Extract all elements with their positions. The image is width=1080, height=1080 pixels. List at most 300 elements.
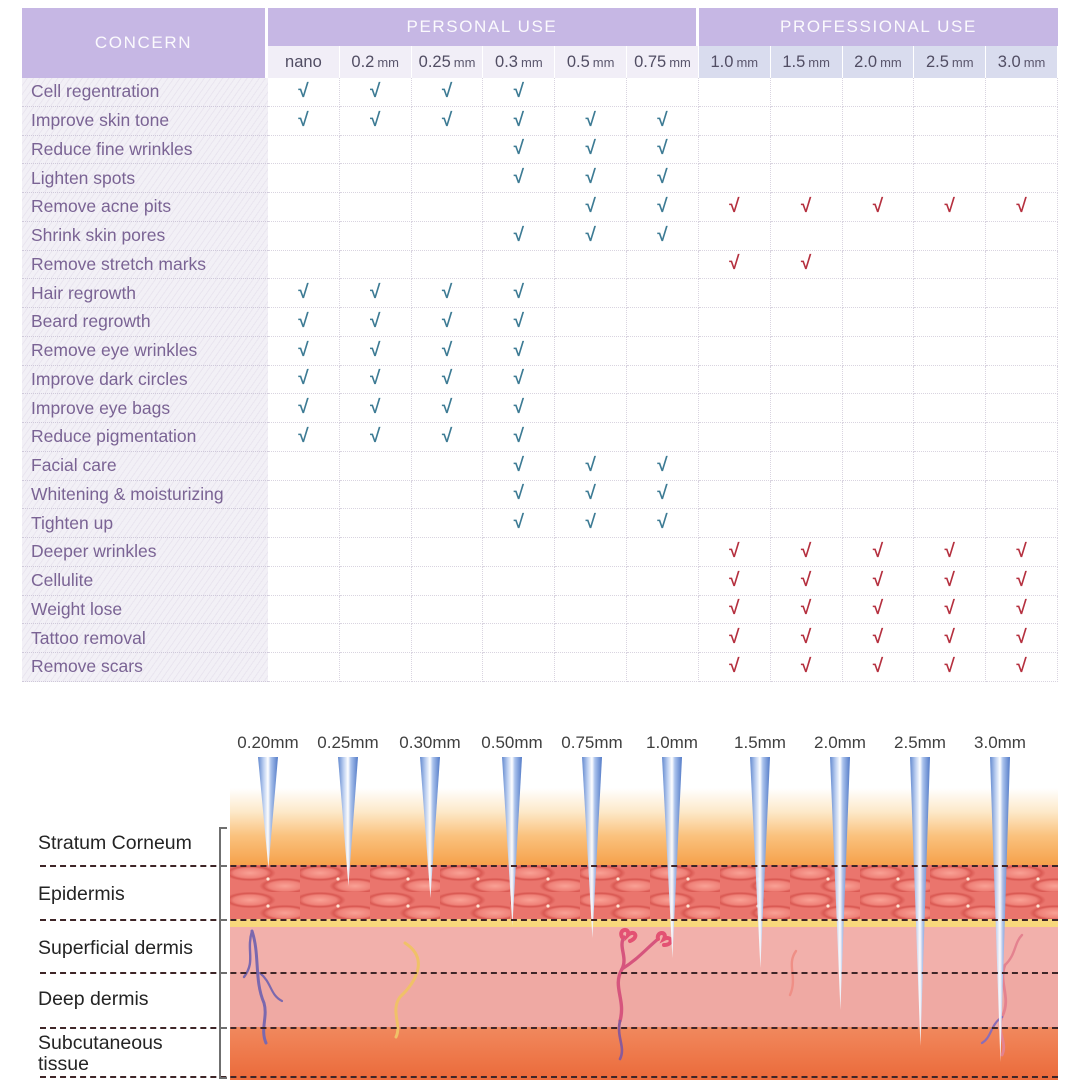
check-cell xyxy=(699,509,771,538)
check-cell xyxy=(914,107,986,136)
check-cell xyxy=(843,136,915,165)
check-cell: √ xyxy=(627,164,699,193)
check-cell xyxy=(986,308,1058,337)
bracket-tick xyxy=(219,827,227,829)
check-cell xyxy=(340,164,412,193)
check-cell xyxy=(268,624,340,653)
check-cell xyxy=(340,538,412,567)
check-cell xyxy=(627,308,699,337)
check-cell xyxy=(555,251,627,280)
check-cell: √ xyxy=(483,481,555,510)
concern-label: Reduce fine wrinkles xyxy=(22,136,268,165)
bracket-tick xyxy=(219,972,227,974)
check-cell xyxy=(340,624,412,653)
check-cell xyxy=(627,279,699,308)
check-cell: √ xyxy=(483,394,555,423)
check-cell: √ xyxy=(483,452,555,481)
check-cell xyxy=(986,509,1058,538)
check-cell xyxy=(699,164,771,193)
column-size-value: 0.25 xyxy=(418,52,451,71)
check-cell: √ xyxy=(483,279,555,308)
check-cell xyxy=(986,107,1058,136)
column-size-value: 2.0 xyxy=(854,52,878,71)
check-cell xyxy=(412,251,484,280)
check-cell xyxy=(555,596,627,625)
check-cell: √ xyxy=(268,308,340,337)
check-cell xyxy=(412,136,484,165)
skin-layer-label: Superficial dermis xyxy=(38,937,193,959)
check-cell xyxy=(986,164,1058,193)
check-cell xyxy=(555,538,627,567)
check-cell xyxy=(771,164,843,193)
check-cell: √ xyxy=(340,337,412,366)
epidermis-band xyxy=(230,865,1058,919)
concern-column-header: CONCERN xyxy=(22,8,268,78)
check-cell xyxy=(340,481,412,510)
concern-label: Improve eye bags xyxy=(22,394,268,423)
check-cell: √ xyxy=(555,136,627,165)
check-cell: √ xyxy=(483,107,555,136)
check-cell: √ xyxy=(843,567,915,596)
check-cell xyxy=(699,366,771,395)
concern-label: Hair regrowth xyxy=(22,279,268,308)
column-header-1.5 xyxy=(771,46,843,78)
check-cell xyxy=(555,423,627,452)
check-cell xyxy=(555,394,627,423)
check-cell xyxy=(771,481,843,510)
check-cell xyxy=(483,653,555,682)
check-cell: √ xyxy=(627,509,699,538)
check-cell xyxy=(412,452,484,481)
check-cell xyxy=(771,136,843,165)
check-cell xyxy=(268,596,340,625)
bracket-tick xyxy=(219,1077,227,1079)
check-cell xyxy=(412,538,484,567)
check-cell: √ xyxy=(914,653,986,682)
check-cell: √ xyxy=(914,596,986,625)
check-cell: √ xyxy=(555,164,627,193)
concern-label: Deeper wrinkles xyxy=(22,538,268,567)
column-size-value: 2.5 xyxy=(925,52,949,71)
concern-label: Improve dark circles xyxy=(22,366,268,395)
concern-label: Lighten spots xyxy=(22,164,268,193)
layer-boundary-dashed-line xyxy=(40,1027,1058,1029)
check-cell: √ xyxy=(627,481,699,510)
check-cell xyxy=(843,452,915,481)
check-cell xyxy=(268,222,340,251)
check-cell: √ xyxy=(340,107,412,136)
check-cell: √ xyxy=(268,394,340,423)
check-cell xyxy=(699,222,771,251)
check-cell xyxy=(843,78,915,107)
check-cell: √ xyxy=(340,279,412,308)
concern-label: Beard regrowth xyxy=(22,308,268,337)
column-size-value: nano xyxy=(285,52,322,71)
check-cell xyxy=(555,653,627,682)
check-cell xyxy=(340,509,412,538)
check-cell xyxy=(699,423,771,452)
concern-label: Facial care xyxy=(22,452,268,481)
check-cell xyxy=(268,653,340,682)
check-cell xyxy=(843,509,915,538)
needle-depth-label: 0.75mm xyxy=(561,733,623,752)
check-cell xyxy=(843,337,915,366)
check-cell: √ xyxy=(843,193,915,222)
check-cell: √ xyxy=(914,538,986,567)
check-cell: √ xyxy=(771,567,843,596)
check-cell xyxy=(627,653,699,682)
concern-label: Cellulite xyxy=(22,567,268,596)
check-cell xyxy=(268,164,340,193)
check-cell: √ xyxy=(483,423,555,452)
check-cell xyxy=(340,567,412,596)
check-cell xyxy=(986,279,1058,308)
column-header-0.75 xyxy=(627,46,699,78)
check-cell xyxy=(699,279,771,308)
concern-label: Remove acne pits xyxy=(22,193,268,222)
check-cell xyxy=(771,394,843,423)
check-cell: √ xyxy=(843,624,915,653)
check-cell: √ xyxy=(699,567,771,596)
check-cell: √ xyxy=(986,538,1058,567)
concern-label: Remove stretch marks xyxy=(22,251,268,280)
check-cell xyxy=(555,624,627,653)
check-cell xyxy=(914,78,986,107)
check-cell: √ xyxy=(268,279,340,308)
check-cell: √ xyxy=(483,366,555,395)
needle-depth-label: 3.0mm xyxy=(974,733,1026,752)
check-cell xyxy=(268,452,340,481)
check-cell: √ xyxy=(340,366,412,395)
check-cell xyxy=(340,596,412,625)
check-cell xyxy=(555,279,627,308)
check-cell xyxy=(914,164,986,193)
check-cell xyxy=(268,251,340,280)
check-cell: √ xyxy=(412,78,484,107)
column-header-2.0 xyxy=(843,46,915,78)
skin-layer-label: Epidermis xyxy=(38,883,125,905)
needle-depth-label: 1.5mm xyxy=(734,733,786,752)
check-cell xyxy=(340,193,412,222)
check-cell xyxy=(340,251,412,280)
check-cell xyxy=(771,279,843,308)
column-size-unit: mm xyxy=(520,54,543,70)
check-cell: √ xyxy=(699,251,771,280)
bracket-tick xyxy=(219,865,227,867)
needle-depth-label: 1.0mm xyxy=(646,733,698,752)
check-cell: √ xyxy=(771,193,843,222)
check-cell xyxy=(412,481,484,510)
check-cell xyxy=(699,107,771,136)
check-cell xyxy=(771,452,843,481)
check-cell xyxy=(914,251,986,280)
check-cell xyxy=(268,567,340,596)
check-cell xyxy=(268,538,340,567)
check-cell: √ xyxy=(627,222,699,251)
check-cell xyxy=(627,567,699,596)
check-cell: √ xyxy=(555,481,627,510)
check-cell: √ xyxy=(771,653,843,682)
check-cell xyxy=(555,308,627,337)
check-cell: √ xyxy=(555,452,627,481)
check-cell xyxy=(914,452,986,481)
check-cell xyxy=(771,423,843,452)
check-cell xyxy=(986,251,1058,280)
column-header-0.2 xyxy=(340,46,412,78)
check-cell xyxy=(268,481,340,510)
check-cell: √ xyxy=(268,366,340,395)
check-cell xyxy=(914,136,986,165)
needle-depth-label: 0.30mm xyxy=(399,733,461,752)
check-cell xyxy=(340,452,412,481)
check-cell xyxy=(268,136,340,165)
concern-label: Remove scars xyxy=(22,653,268,682)
check-cell: √ xyxy=(268,337,340,366)
check-cell xyxy=(412,567,484,596)
check-cell xyxy=(986,337,1058,366)
layer-boundary-dashed-line xyxy=(40,972,1058,974)
check-cell xyxy=(555,567,627,596)
layer-boundary-dashed-line xyxy=(40,1076,1058,1078)
check-cell: √ xyxy=(699,596,771,625)
check-cell: √ xyxy=(483,164,555,193)
concern-label: Cell regentration xyxy=(22,78,268,107)
check-cell: √ xyxy=(771,596,843,625)
skin-layer-label: Deep dermis xyxy=(38,988,149,1010)
check-cell: √ xyxy=(483,337,555,366)
column-size-unit: mm xyxy=(951,54,974,70)
check-cell: √ xyxy=(627,107,699,136)
check-cell xyxy=(699,481,771,510)
column-size-unit: mm xyxy=(880,54,902,70)
check-cell: √ xyxy=(699,624,771,653)
check-cell: √ xyxy=(771,624,843,653)
check-cell: √ xyxy=(483,308,555,337)
check-cell xyxy=(627,538,699,567)
check-cell xyxy=(986,222,1058,251)
check-cell xyxy=(986,394,1058,423)
concern-label: Whitening & moisturizing xyxy=(22,481,268,510)
column-size-value: 0.75 xyxy=(634,52,667,71)
check-cell xyxy=(914,481,986,510)
column-header-3.0 xyxy=(986,46,1058,78)
check-cell xyxy=(771,337,843,366)
column-size-value: 1.0 xyxy=(710,52,734,71)
check-cell xyxy=(412,193,484,222)
check-cell: √ xyxy=(699,538,771,567)
check-cell xyxy=(843,481,915,510)
check-cell xyxy=(483,567,555,596)
skin-layer-label: Stratum Corneum xyxy=(38,832,192,854)
concern-label: Tighten up xyxy=(22,509,268,538)
check-cell: √ xyxy=(843,596,915,625)
column-size-unit: mm xyxy=(453,54,476,70)
check-cell xyxy=(340,136,412,165)
check-cell xyxy=(914,337,986,366)
check-cell xyxy=(771,107,843,136)
check-cell xyxy=(699,78,771,107)
check-cell: √ xyxy=(699,653,771,682)
column-size-unit: mm xyxy=(669,54,691,70)
check-cell xyxy=(771,366,843,395)
check-cell xyxy=(627,337,699,366)
check-cell: √ xyxy=(268,78,340,107)
check-cell xyxy=(843,366,915,395)
concern-label: Reduce pigmentation xyxy=(22,423,268,452)
check-cell xyxy=(699,394,771,423)
check-cell xyxy=(412,596,484,625)
check-cell xyxy=(627,78,699,107)
check-cell: √ xyxy=(555,509,627,538)
check-cell xyxy=(483,538,555,567)
check-cell xyxy=(914,279,986,308)
column-size-unit: mm xyxy=(808,54,830,70)
check-cell: √ xyxy=(914,624,986,653)
needle-depth-label: 2.5mm xyxy=(894,733,946,752)
concern-label: Improve skin tone xyxy=(22,107,268,136)
check-cell xyxy=(843,394,915,423)
check-cell: √ xyxy=(268,107,340,136)
check-cell xyxy=(340,222,412,251)
check-cell: √ xyxy=(483,136,555,165)
check-cell xyxy=(483,251,555,280)
check-cell xyxy=(986,78,1058,107)
check-cell xyxy=(555,366,627,395)
check-cell: √ xyxy=(483,509,555,538)
check-cell: √ xyxy=(986,624,1058,653)
check-cell xyxy=(843,107,915,136)
column-header-0.5 xyxy=(555,46,627,78)
check-cell xyxy=(986,481,1058,510)
check-cell xyxy=(843,279,915,308)
needle-depth-label: 2.0mm xyxy=(814,733,866,752)
layer-boundary-dashed-line xyxy=(40,865,1058,867)
concern-label: Tattoo removal xyxy=(22,624,268,653)
check-cell xyxy=(268,509,340,538)
check-cell xyxy=(412,624,484,653)
check-cell: √ xyxy=(843,538,915,567)
check-cell: √ xyxy=(412,423,484,452)
check-cell: √ xyxy=(627,136,699,165)
check-cell xyxy=(771,509,843,538)
check-cell xyxy=(268,193,340,222)
check-cell: √ xyxy=(555,222,627,251)
check-cell xyxy=(627,366,699,395)
check-cell xyxy=(555,337,627,366)
concern-label: Remove eye wrinkles xyxy=(22,337,268,366)
check-cell xyxy=(914,509,986,538)
needle-depth-label: 0.25mm xyxy=(317,733,379,752)
check-cell: √ xyxy=(627,452,699,481)
check-cell xyxy=(843,164,915,193)
check-cell xyxy=(627,394,699,423)
check-cell: √ xyxy=(412,107,484,136)
check-cell: √ xyxy=(986,653,1058,682)
check-cell xyxy=(843,308,915,337)
check-cell xyxy=(699,136,771,165)
check-cell: √ xyxy=(483,222,555,251)
concern-label: Shrink skin pores xyxy=(22,222,268,251)
check-cell xyxy=(986,136,1058,165)
check-cell xyxy=(483,596,555,625)
check-cell: √ xyxy=(340,394,412,423)
check-cell xyxy=(340,653,412,682)
bracket-tick xyxy=(219,919,227,921)
check-cell: √ xyxy=(412,337,484,366)
concern-label: Weight lose xyxy=(22,596,268,625)
check-cell xyxy=(914,394,986,423)
check-cell: √ xyxy=(843,653,915,682)
check-cell xyxy=(914,423,986,452)
column-header-2.5 xyxy=(914,46,986,78)
check-cell xyxy=(914,222,986,251)
column-size-value: 3.0 xyxy=(997,52,1021,71)
column-size-unit: mm xyxy=(736,54,759,70)
blood-vessels-illustration xyxy=(230,925,1058,1080)
check-cell xyxy=(771,222,843,251)
personal-use-header: PERSONAL USE xyxy=(268,8,699,46)
check-cell: √ xyxy=(412,308,484,337)
check-cell: √ xyxy=(771,538,843,567)
column-size-value: 0.2 xyxy=(351,52,375,71)
check-cell: √ xyxy=(340,308,412,337)
check-cell xyxy=(483,193,555,222)
check-cell: √ xyxy=(914,193,986,222)
check-cell: √ xyxy=(268,423,340,452)
bracket-tick xyxy=(219,1027,227,1029)
check-cell: √ xyxy=(914,567,986,596)
check-cell xyxy=(914,308,986,337)
needle-depth-label: 0.50mm xyxy=(481,733,543,752)
check-cell: √ xyxy=(555,107,627,136)
professional-use-header: PROFESSIONAL USE xyxy=(699,8,1058,46)
column-size-value: 1.5 xyxy=(782,52,806,71)
check-cell xyxy=(627,251,699,280)
check-cell: √ xyxy=(412,394,484,423)
check-cell: √ xyxy=(986,193,1058,222)
check-cell xyxy=(412,653,484,682)
check-cell xyxy=(843,222,915,251)
check-cell xyxy=(699,452,771,481)
column-size-unit: mm xyxy=(592,54,615,70)
check-cell xyxy=(771,308,843,337)
layer-boundary-dashed-line xyxy=(40,919,1058,921)
check-cell xyxy=(627,596,699,625)
check-cell xyxy=(843,251,915,280)
column-size-unit: mm xyxy=(1023,54,1046,70)
check-cell: √ xyxy=(483,78,555,107)
check-cell: √ xyxy=(340,423,412,452)
column-size-value: 0.5 xyxy=(566,52,590,71)
column-header-0.25 xyxy=(412,46,484,78)
check-cell: √ xyxy=(412,366,484,395)
check-cell xyxy=(843,423,915,452)
check-cell: √ xyxy=(627,193,699,222)
column-header-0.3 xyxy=(483,46,555,78)
check-cell xyxy=(627,624,699,653)
column-header-nano xyxy=(268,46,340,78)
column-size-unit: mm xyxy=(377,54,400,70)
check-cell xyxy=(627,423,699,452)
column-size-value: 0.3 xyxy=(495,52,518,71)
check-cell xyxy=(555,78,627,107)
concern-needle-size-table xyxy=(22,8,1058,682)
check-cell: √ xyxy=(340,78,412,107)
check-cell: √ xyxy=(986,567,1058,596)
check-cell xyxy=(699,308,771,337)
check-cell xyxy=(412,164,484,193)
check-cell xyxy=(412,509,484,538)
